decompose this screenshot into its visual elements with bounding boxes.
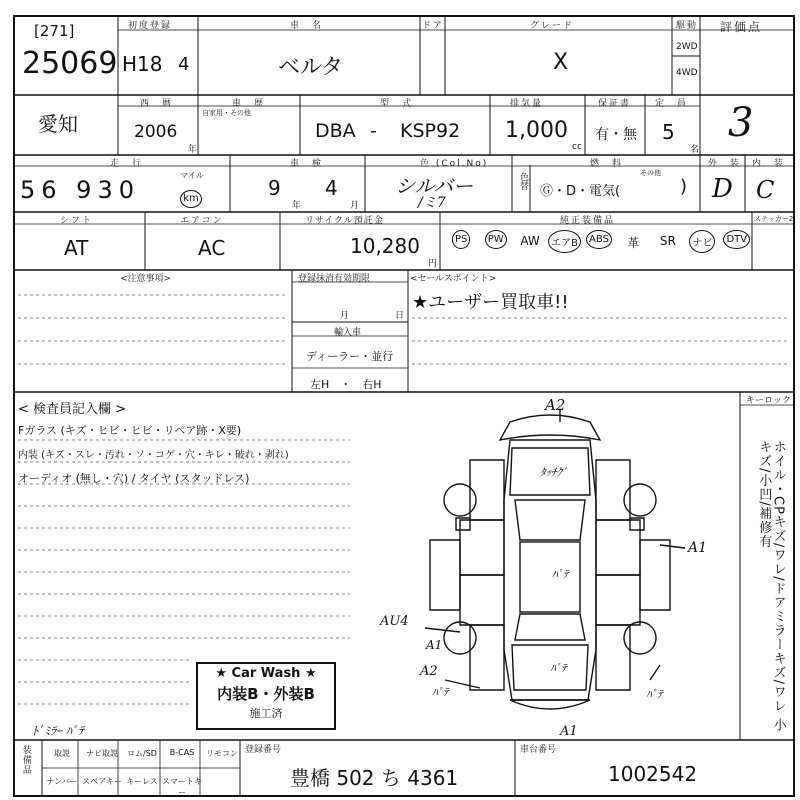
- lot-number: 25069: [22, 46, 118, 81]
- year-suffix: 年: [188, 145, 198, 155]
- inspection-label: 車 検: [290, 159, 324, 169]
- shift-value: AT: [64, 236, 89, 260]
- inspection-month: 4: [325, 176, 338, 200]
- equipment-options: [442, 230, 792, 260]
- door-label: ドア: [422, 21, 444, 31]
- fuel-other: その他: [640, 169, 661, 177]
- model-prefix: DBA: [315, 120, 356, 142]
- shift-label: シフト: [60, 216, 94, 226]
- model-dash: -: [370, 120, 377, 142]
- mark-patch-roof: ﾊﾟﾃ: [552, 568, 569, 581]
- mark-mirror-note: ﾄﾞﾐﾗｰ ﾊﾟﾃ: [32, 724, 84, 738]
- year-value: 2006: [134, 122, 178, 142]
- equipment-option-label: DTV: [723, 230, 750, 249]
- footer-item: B-CAS: [169, 748, 195, 757]
- fuel-value: Ⓖ・D・電気(: [540, 184, 621, 199]
- footer-item: スペアキー: [82, 777, 122, 786]
- sticker-label: ステッカー2: [754, 215, 794, 223]
- grade-value: X: [553, 50, 569, 75]
- car-diagram: [360, 400, 740, 740]
- exterior-value: D: [712, 174, 733, 204]
- footer-item: 取説: [54, 749, 70, 758]
- equipment-option-label: ABS: [586, 230, 612, 249]
- color-change-label: 色替: [518, 172, 528, 190]
- name-label: 車 名: [290, 21, 324, 31]
- mileage-unit-mile: マイル: [180, 171, 204, 180]
- equipment-option: [649, 230, 687, 252]
- lot-label: [271]: [34, 22, 75, 40]
- expiry-month: 月: [340, 311, 350, 321]
- footer-item: スマートキー: [162, 777, 202, 797]
- mark-patch-hood: ﾀｯﾁｸﾞ: [540, 466, 568, 479]
- chassis-value: 1002542: [608, 762, 698, 786]
- grade-label: グレード: [530, 21, 575, 31]
- capacity-value: 5: [662, 120, 675, 144]
- side-note: ホイル・CPキズ/ワレ/ドアミラーキズ/ワレ 小キズ/小凹/補修有: [756, 440, 786, 733]
- equipment-option-label: SR: [659, 234, 676, 248]
- reg-expiry-label: 登録抹消有効期限: [298, 274, 371, 284]
- carwash-sub: 施工済: [249, 707, 283, 720]
- equipment-option-label: AW: [520, 234, 540, 248]
- equipment-option-label: PW: [485, 230, 507, 249]
- mark-patch-left: ﾊﾟﾃ: [432, 686, 449, 699]
- mark-a1-left: A1: [426, 638, 443, 652]
- mileage-unit-km: km: [180, 186, 206, 208]
- footer-item: キーレス: [126, 777, 158, 786]
- interior-label: 内 装: [752, 159, 786, 169]
- equipment-option: [442, 230, 480, 249]
- chassis-label: 車台番号: [520, 745, 557, 755]
- score-value: 3: [728, 100, 754, 146]
- equipment-option: [476, 230, 514, 249]
- caution-label: <注意事項>: [120, 274, 172, 284]
- mark-a2-left: A2: [420, 664, 438, 679]
- expiry-day: 日: [395, 311, 405, 321]
- model-code: KSP92: [400, 120, 461, 142]
- mileage-value: 56 930: [20, 176, 140, 204]
- color-code: /ミ7: [418, 195, 446, 211]
- fuel-close: ): [680, 176, 688, 197]
- dealer-option: ディーラー・並行: [306, 350, 394, 363]
- recycle-label: リサイクル預託金: [305, 216, 384, 226]
- footer-item: ナビ取説: [86, 749, 118, 758]
- color-label: 色 (Col.No): [420, 159, 489, 169]
- capacity-label: 定 員: [655, 99, 689, 109]
- score-label: 評価点: [720, 20, 763, 34]
- mileage-label: 走 行: [110, 159, 144, 169]
- inspection-month-suffix: 月: [350, 201, 360, 211]
- footer-item: ナンバー: [46, 777, 78, 786]
- inspection-year-suffix: 年: [292, 201, 302, 211]
- recycle-unit: 円: [428, 259, 438, 269]
- mark-patch-right: ﾊﾟﾃ: [646, 688, 663, 701]
- plate-label: 登録番号: [245, 745, 282, 755]
- equipment-option: [511, 230, 549, 252]
- reg-label: 初度登録: [128, 21, 173, 31]
- color-value: シルバー: [395, 174, 474, 198]
- equipment-option: [683, 230, 721, 253]
- inspector-title: < 検査員記入欄 >: [18, 402, 127, 417]
- sales-point-label: <セールスポイント>: [410, 274, 497, 284]
- equipment-option: [580, 230, 618, 249]
- warranty-value: 有・無: [595, 127, 637, 143]
- warranty-label: 保証書: [598, 99, 632, 109]
- drive-label: 駆動: [676, 21, 699, 31]
- equipment-option: [614, 230, 652, 255]
- mark-a1-right: A1: [688, 540, 708, 556]
- exterior-label: 外 装: [708, 159, 742, 169]
- recycle-value: 10,280: [350, 234, 420, 258]
- carwash-main: 内装B・外装B: [217, 685, 315, 703]
- year-label: 西 暦: [140, 99, 174, 109]
- equipment-gauge-label: 装備品: [20, 745, 31, 775]
- displacement-unit: cc: [572, 142, 582, 152]
- fuel-label: 燃 料: [590, 159, 624, 169]
- prefecture: 愛知: [38, 112, 78, 136]
- inspector-line1: Fガラス (キズ・ヒビ・ヒビ・リペア跡・X要): [18, 424, 242, 437]
- model-label: 型 式: [380, 99, 414, 109]
- displacement-value: 1,000: [505, 118, 568, 143]
- car-name: ベルタ: [278, 55, 344, 80]
- equipment-option: [718, 230, 756, 249]
- displacement-label: 排気量: [510, 99, 544, 109]
- drive-4wd: 4WD: [676, 68, 698, 78]
- reg-month: 4: [178, 54, 190, 75]
- footer-item: リモコン: [206, 749, 238, 758]
- reg-era: H18: [122, 52, 163, 76]
- footer-item: ロム/SD: [127, 749, 157, 758]
- category-label: 車 歴: [232, 99, 266, 109]
- equipment-option-label: ナビ: [689, 230, 715, 253]
- mark-a1-bottom: A1: [560, 724, 578, 739]
- aircon-label: エアコン: [180, 216, 224, 226]
- carwash-title: ★ Car Wash ★: [215, 666, 317, 681]
- capacity-unit: 名: [690, 145, 700, 155]
- equipment-label: 純正装備品: [560, 216, 616, 226]
- equipment-option: [545, 230, 583, 253]
- interior-value: C: [756, 176, 775, 204]
- equipment-option-label: 革: [627, 236, 640, 250]
- category-note: 自家用・その他: [202, 109, 251, 117]
- inspector-line2: 内装 (キズ・スレ・汚れ・ソ・コゲ・穴・キレ・破れ・剥れ): [18, 450, 289, 461]
- mark-patch-trunk: ﾊﾟﾃ: [550, 662, 567, 675]
- aircon-value: AC: [198, 236, 226, 260]
- inspector-line3: オーディオ (無し・穴) / タイヤ (スタッドレス): [18, 472, 250, 485]
- mark-au4: AU4: [380, 614, 409, 629]
- sales-point: ★ユーザー買取車!!: [412, 292, 569, 313]
- key-lock-label: キーロック: [746, 396, 791, 406]
- equipment-option-label: エアB: [548, 230, 581, 253]
- handle-option: 左H ・ 右H: [310, 378, 382, 391]
- mark-a2-top: A2: [545, 396, 566, 414]
- carwash-stamp: [196, 662, 336, 730]
- drive-2wd: 2WD: [676, 42, 698, 52]
- plate-value: 豊橋 502 ち 4361: [290, 766, 459, 790]
- import-label: 輸入車: [334, 328, 362, 338]
- inspection-year: 9: [268, 176, 281, 200]
- equipment-option-label: PS: [452, 230, 470, 249]
